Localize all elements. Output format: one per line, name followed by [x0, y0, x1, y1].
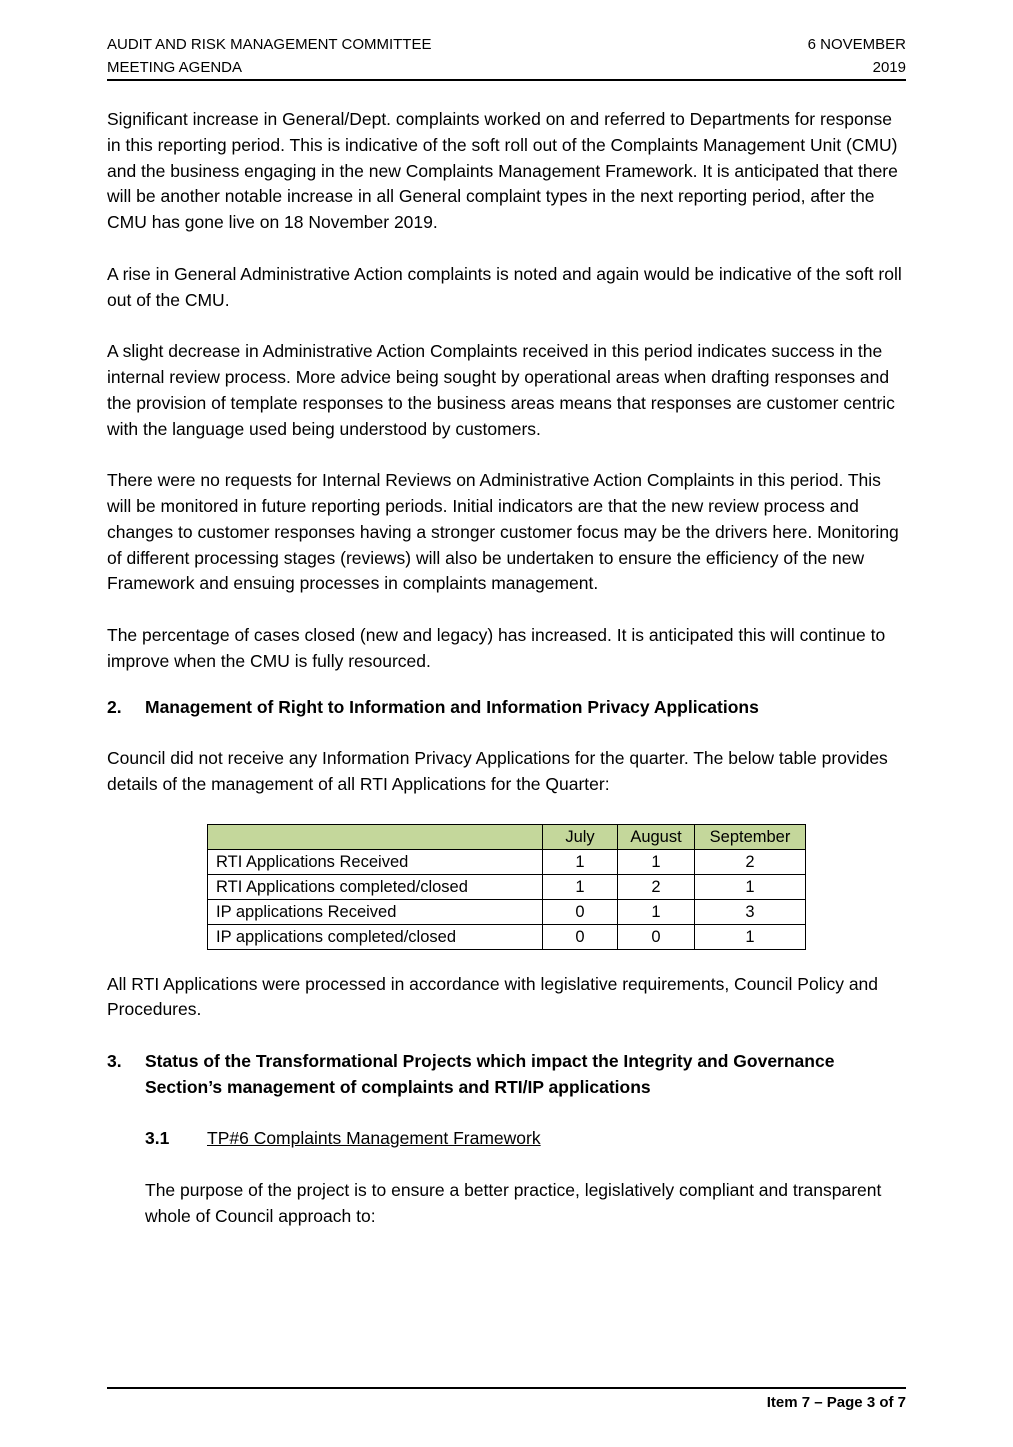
cell-july: 1: [543, 874, 618, 899]
subsection-3-1-number: 3.1: [145, 1128, 170, 1149]
row-label: IP applications Received: [208, 899, 543, 924]
cell-september: 3: [695, 899, 806, 924]
cell-august: 1: [618, 899, 695, 924]
footer-divider: [107, 1387, 906, 1389]
paragraph: Significant increase in General/Dept. complaints worked on and referred to Departments for response in this reporting period. This is indicative of the soft roll out of the Complaints Management Unit (CMU) and the business engaging in the new Complaints Management Framework. It is anticipated that there will be another notable increase in all General complaint types in the next reporting period, after the CMU has gone live on 18 November 2019.: [107, 109, 898, 233]
subsection-3-1-title: TP#6 Complaints Management Framework: [207, 1128, 541, 1149]
section-2-heading: [107, 695, 907, 721]
table-header-august: August: [618, 824, 695, 849]
row-label: RTI Applications Received: [208, 849, 543, 874]
row-label: RTI Applications completed/closed: [208, 874, 543, 899]
section-2-closing: All RTI Applications were processed in accordance with legislative requirements, Council Policy and Procedures.: [107, 973, 879, 1020]
row-label: IP applications completed/closed: [208, 924, 543, 949]
header-year: 2019: [872, 59, 906, 76]
table-header-blank: [208, 824, 543, 849]
page-header: [107, 33, 906, 79]
cell-july: 1: [543, 849, 618, 874]
cell-july: 0: [543, 924, 618, 949]
section-2-number: 2.: [107, 696, 122, 717]
cell-august: 2: [618, 874, 695, 899]
header-divider: [107, 79, 906, 81]
section-3-number: 3.: [107, 1050, 122, 1071]
table-row: [208, 874, 806, 899]
subsection-3-1-body: The purpose of the project is to ensure a better practice, legislatively compliant and transparent whole of Council approach to:: [145, 1179, 882, 1226]
cell-august: 0: [618, 924, 695, 949]
table-header-row: [208, 824, 806, 849]
cell-july: 0: [543, 899, 618, 924]
paragraph: The percentage of cases closed (new and legacy) has increased. It is anticipated this will continue to improve when the CMU is fully resourced.: [107, 624, 886, 671]
page-body: [107, 107, 907, 1255]
section-2-intro: Council did not receive any Information Privacy Applications for the quarter. The below table provides details of the management of all RTI Applications for the Quarter:: [107, 748, 888, 794]
table-row: [208, 849, 806, 874]
cell-september: 1: [695, 924, 806, 949]
table-row: [208, 899, 806, 924]
cell-september: 1: [695, 874, 806, 899]
subsection-3-1-heading: [145, 1126, 907, 1152]
section-2-title: Management of Right to Information and Information Privacy Applications: [145, 696, 759, 717]
cell-september: 2: [695, 849, 806, 874]
header-date: 6 NOVEMBER: [807, 36, 906, 53]
paragraph: A rise in General Administrative Action complaints is noted and again would be indicative of the soft roll out of the CMU.: [107, 263, 902, 310]
section-3-title: Status of the Transformational Projects which impact the Integrity and Governance Section’s management of complaints and RTI/IP applications: [145, 1050, 835, 1097]
paragraph: There were no requests for Internal Reviews on Administrative Action Complaints in this period. This will be monitored in future reporting periods. Initial indicators are that the new review process and changes to customer responses having a stronger customer focus may be the drivers here. Monitoring of different processing stages (reviews) will also be undertaken to ensure the efficiency of the new Framework and ensuing processes in complaints management.: [107, 470, 899, 594]
table-header-july: July: [543, 824, 618, 849]
cell-august: 1: [618, 849, 695, 874]
table-header-september: September: [695, 824, 806, 849]
header-agenda: MEETING AGENDA: [107, 59, 243, 76]
rti-table: [207, 824, 806, 950]
header-committee: AUDIT AND RISK MANAGEMENT COMMITTEE: [107, 36, 432, 53]
section-3-heading: [107, 1049, 907, 1101]
page-footer: Item 7 – Page 3 of 7: [766, 1394, 906, 1411]
table-row: [208, 924, 806, 949]
paragraph: A slight decrease in Administrative Action Complaints received in this period indicates success in the internal review process. More advice being sought by operational areas when drafting responses and the provision of template responses to the business areas means that responses are customer centric with the language used being understood by customers.: [107, 341, 895, 439]
